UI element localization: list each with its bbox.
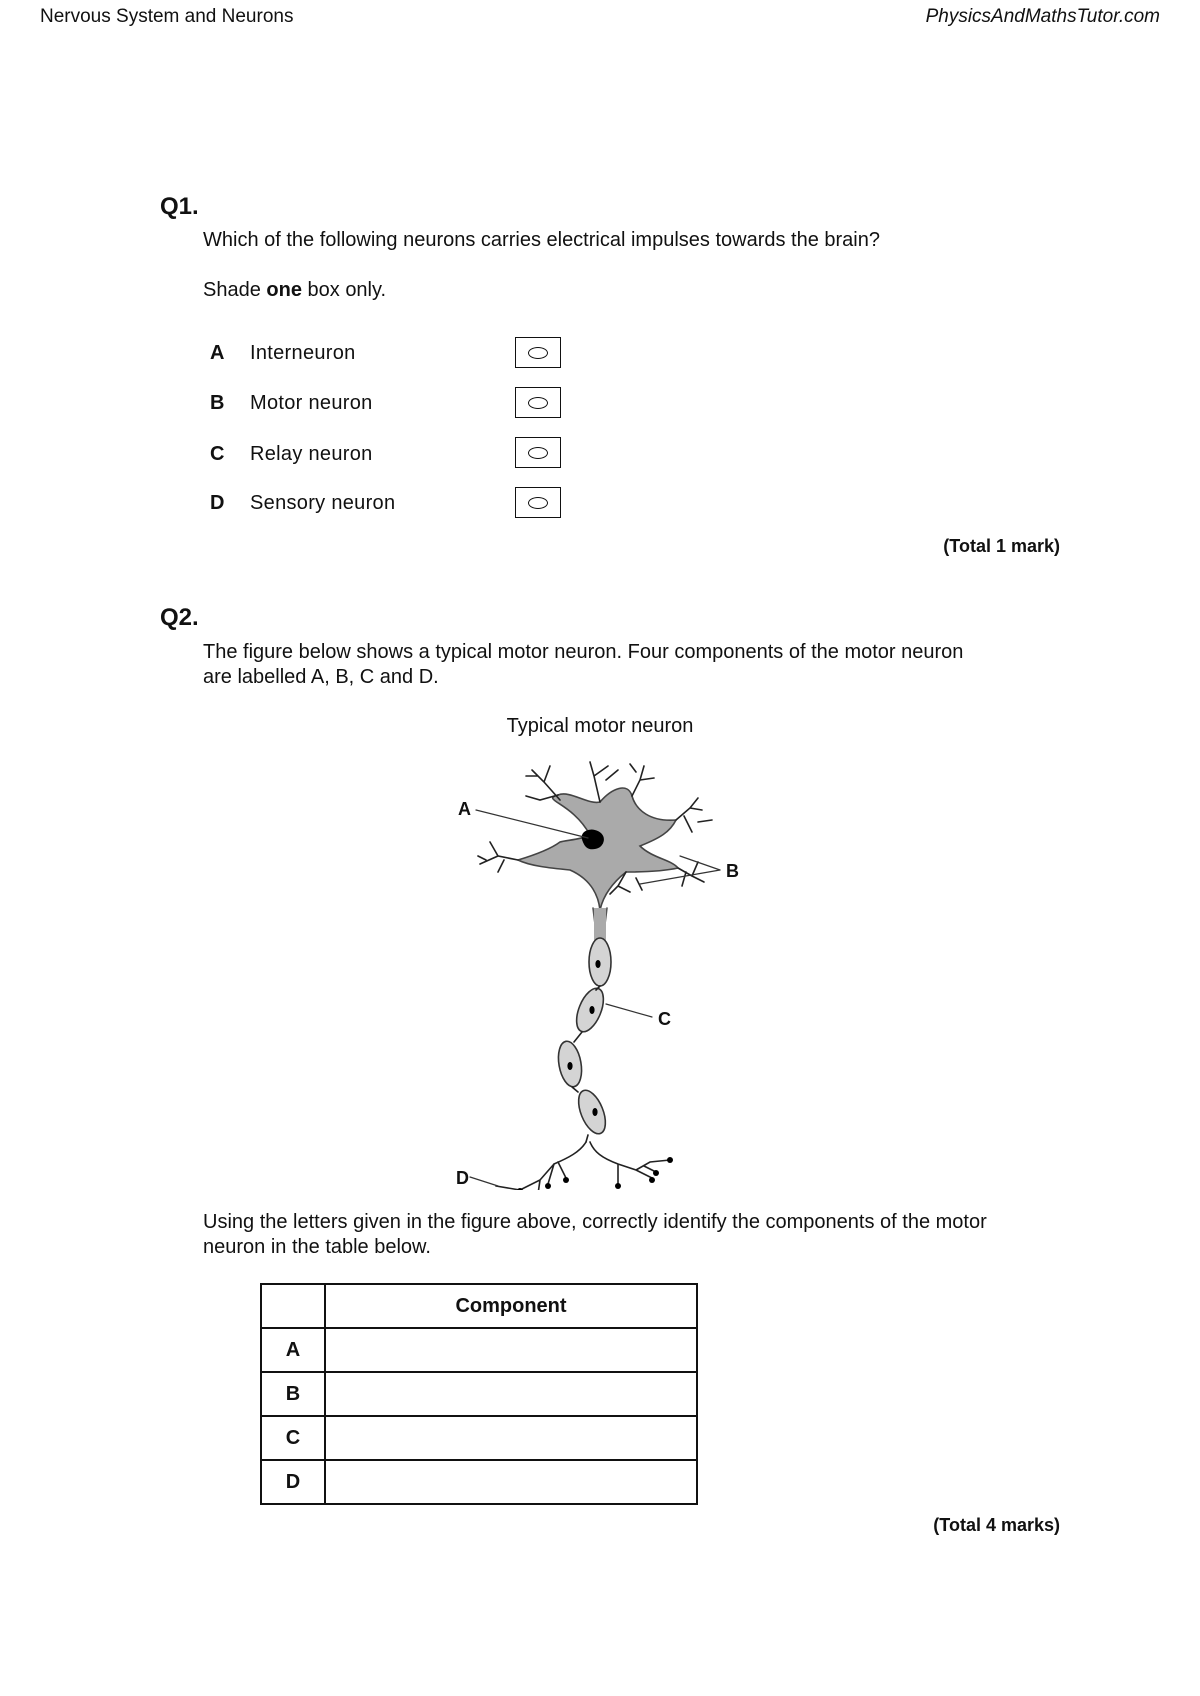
dendrite (478, 842, 518, 872)
option-a-letter: A (210, 342, 225, 364)
option-b-checkbox[interactable] (515, 387, 561, 418)
question-1-text: Which of the following neurons carries electrical impulses towards the brain? (203, 229, 880, 251)
figure-label-c: C (658, 1009, 671, 1029)
myelin-sheath (555, 938, 611, 1137)
option-b-label: Motor neuron (250, 392, 373, 414)
label-line-b2 (640, 870, 720, 884)
row-letter-b: B (261, 1372, 325, 1416)
row-letter-d: D (261, 1460, 325, 1504)
label-line-d (470, 1177, 498, 1186)
option-c-checkbox[interactable] (515, 437, 561, 468)
option-d-checkbox[interactable] (515, 487, 561, 518)
schwann-cell (573, 1087, 611, 1138)
question-2-number: Q2. (160, 604, 199, 631)
page-header-site: PhysicsAndMathsTutor.com (925, 6, 1160, 27)
figure-label-d: D (456, 1168, 469, 1188)
oval-icon (528, 347, 548, 359)
table-row (261, 1372, 697, 1416)
question-1-total: (Total 1 mark) (943, 536, 1060, 556)
component-table (260, 1283, 698, 1505)
figure-label-a: A (458, 799, 471, 819)
answer-cell-d[interactable] (325, 1460, 697, 1504)
answer-cell-c[interactable] (325, 1416, 697, 1460)
option-a-label: Interneuron (250, 342, 356, 364)
table-row (261, 1416, 697, 1460)
row-letter-a: A (261, 1328, 325, 1372)
label-line-c (606, 1004, 652, 1017)
option-d-label: Sensory neuron (250, 492, 396, 514)
axon-terminal (496, 1186, 520, 1190)
answer-cell-a[interactable] (325, 1328, 697, 1372)
table-corner-cell (261, 1284, 325, 1328)
nucleus (582, 830, 603, 848)
oval-icon (528, 397, 548, 409)
label-line-b1 (680, 856, 720, 870)
dendrite (630, 764, 654, 796)
dendrite (676, 798, 712, 832)
option-a-checkbox[interactable] (515, 337, 561, 368)
table-header-component: Component (325, 1284, 697, 1328)
table-header-row (261, 1284, 697, 1328)
cell-body (518, 788, 678, 910)
table-row (261, 1328, 697, 1372)
page-header-title: Nervous System and Neurons (40, 6, 294, 27)
motor-neuron-figure (440, 760, 770, 1190)
question-2-total: (Total 4 marks) (933, 1515, 1060, 1535)
option-d-letter: D (210, 492, 225, 514)
answer-cell-b[interactable] (325, 1372, 697, 1416)
figure-title: Typical motor neuron (506, 715, 694, 737)
option-c-letter: C (210, 443, 225, 465)
question-1-instruction: Shade one box only. (203, 279, 387, 301)
row-letter-c: C (261, 1416, 325, 1460)
label-line-a (476, 810, 588, 838)
question-2-instruction: Using the letters given in the figure above, correctly identify the components of the motor neuron in the table below. (203, 1211, 987, 1258)
dendrite (526, 766, 560, 800)
oval-icon (528, 497, 548, 509)
oval-icon (528, 447, 548, 459)
neuron-drawing (470, 762, 720, 1190)
question-1-number: Q1. (160, 193, 199, 220)
table-row (261, 1460, 697, 1504)
figure-label-b: B (726, 861, 739, 881)
axon-terminal (590, 1142, 670, 1184)
option-c-label: Relay neuron (250, 443, 373, 465)
option-b-letter: B (210, 392, 225, 414)
axon-terminal (520, 1142, 586, 1190)
question-2-intro: The figure below shows a typical motor neuron. Four components of the motor neuron are labelled A, B, C and D. (203, 641, 964, 688)
